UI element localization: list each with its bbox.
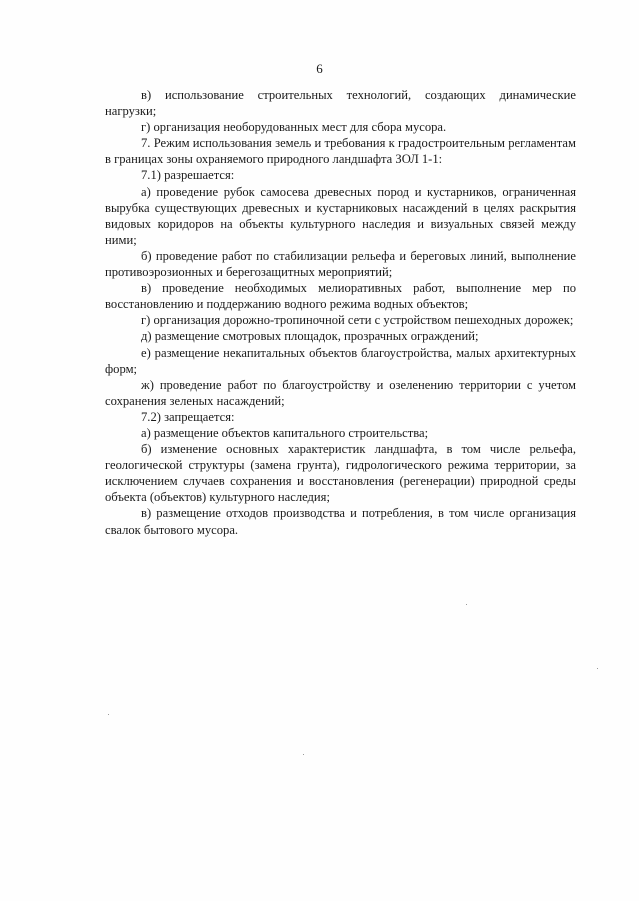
paragraph-allowed-g: г) организация дорожно-тропиночной сети с устройством пешеходных дорожек;	[141, 313, 574, 328]
paragraph-section-7-2-prohibited: 7.2) запрещается:	[141, 409, 235, 424]
scan-speck	[597, 668, 598, 669]
scan-speck	[303, 754, 304, 755]
paragraph-allowed-e: е) размещение некапитальных объектов благоустройства, малых архитектурных форм;	[105, 345, 576, 376]
page-number: 6	[316, 61, 323, 76]
paragraph-prohibited-a: а) размещение объектов капитального строительства;	[141, 425, 429, 440]
paragraph-allowed-b: б) проведение работ по стабилизации рельефа и береговых линий, выполнение противоэрозионных и берегозащитных мероприятий;	[105, 248, 576, 280]
paragraph-allowed-d: д) размещение смотровых площадок, прозрачных ограждений;	[141, 329, 479, 344]
paragraph-clause-g-waste-sites: г) организация необорудованных мест для сбора мусора.	[141, 120, 447, 135]
paragraph-prohibited-b: б) изменение основных характеристик ландшафта, в том числе рельефа, геологической структуры (замена грунта), гидрологического режима территории, за исключением случаев сохранения и восстановления (регенерации) природной среды объекта (объектов) культурного наследия;	[105, 442, 576, 505]
paragraph-allowed-a: а) проведение рубок самосева древесных пород и кустарников, ограниченная вырубка существующих древесных и кустарниковых насаждений в целях раскрытия видовых коридоров на объекты культурного наследия и визуальных связей между ними;	[105, 184, 576, 247]
paragraph-allowed-zh: ж) проведение работ по благоустройству и озеленению территории с учетом сохранения зеленых насаждений;	[105, 377, 576, 408]
paragraph-section-7-heading: 7. Режим использования земель и требования к градостроительным регламентам в границах зоны охраняемого природного ландшафта ЗОЛ 1-1:	[105, 136, 576, 167]
scan-speck	[108, 714, 109, 715]
paragraph-prohibited-v: в) размещение отходов производства и потребления, в том числе организация свалок бытового мусора.	[105, 506, 576, 537]
paragraph-clause-v-dynamic-loads: в) использование строительных технологий, создающих динамические нагрузки;	[105, 88, 576, 119]
document-body	[105, 87, 576, 538]
scan-speck	[466, 604, 467, 605]
paragraph-allowed-v: в) проведение необходимых мелиоративных работ, выполнение мер по восстановлению и поддержанию водного режима водных объектов;	[105, 281, 576, 312]
paragraph-section-7-1-allowed: 7.1) разрешается:	[141, 168, 235, 183]
